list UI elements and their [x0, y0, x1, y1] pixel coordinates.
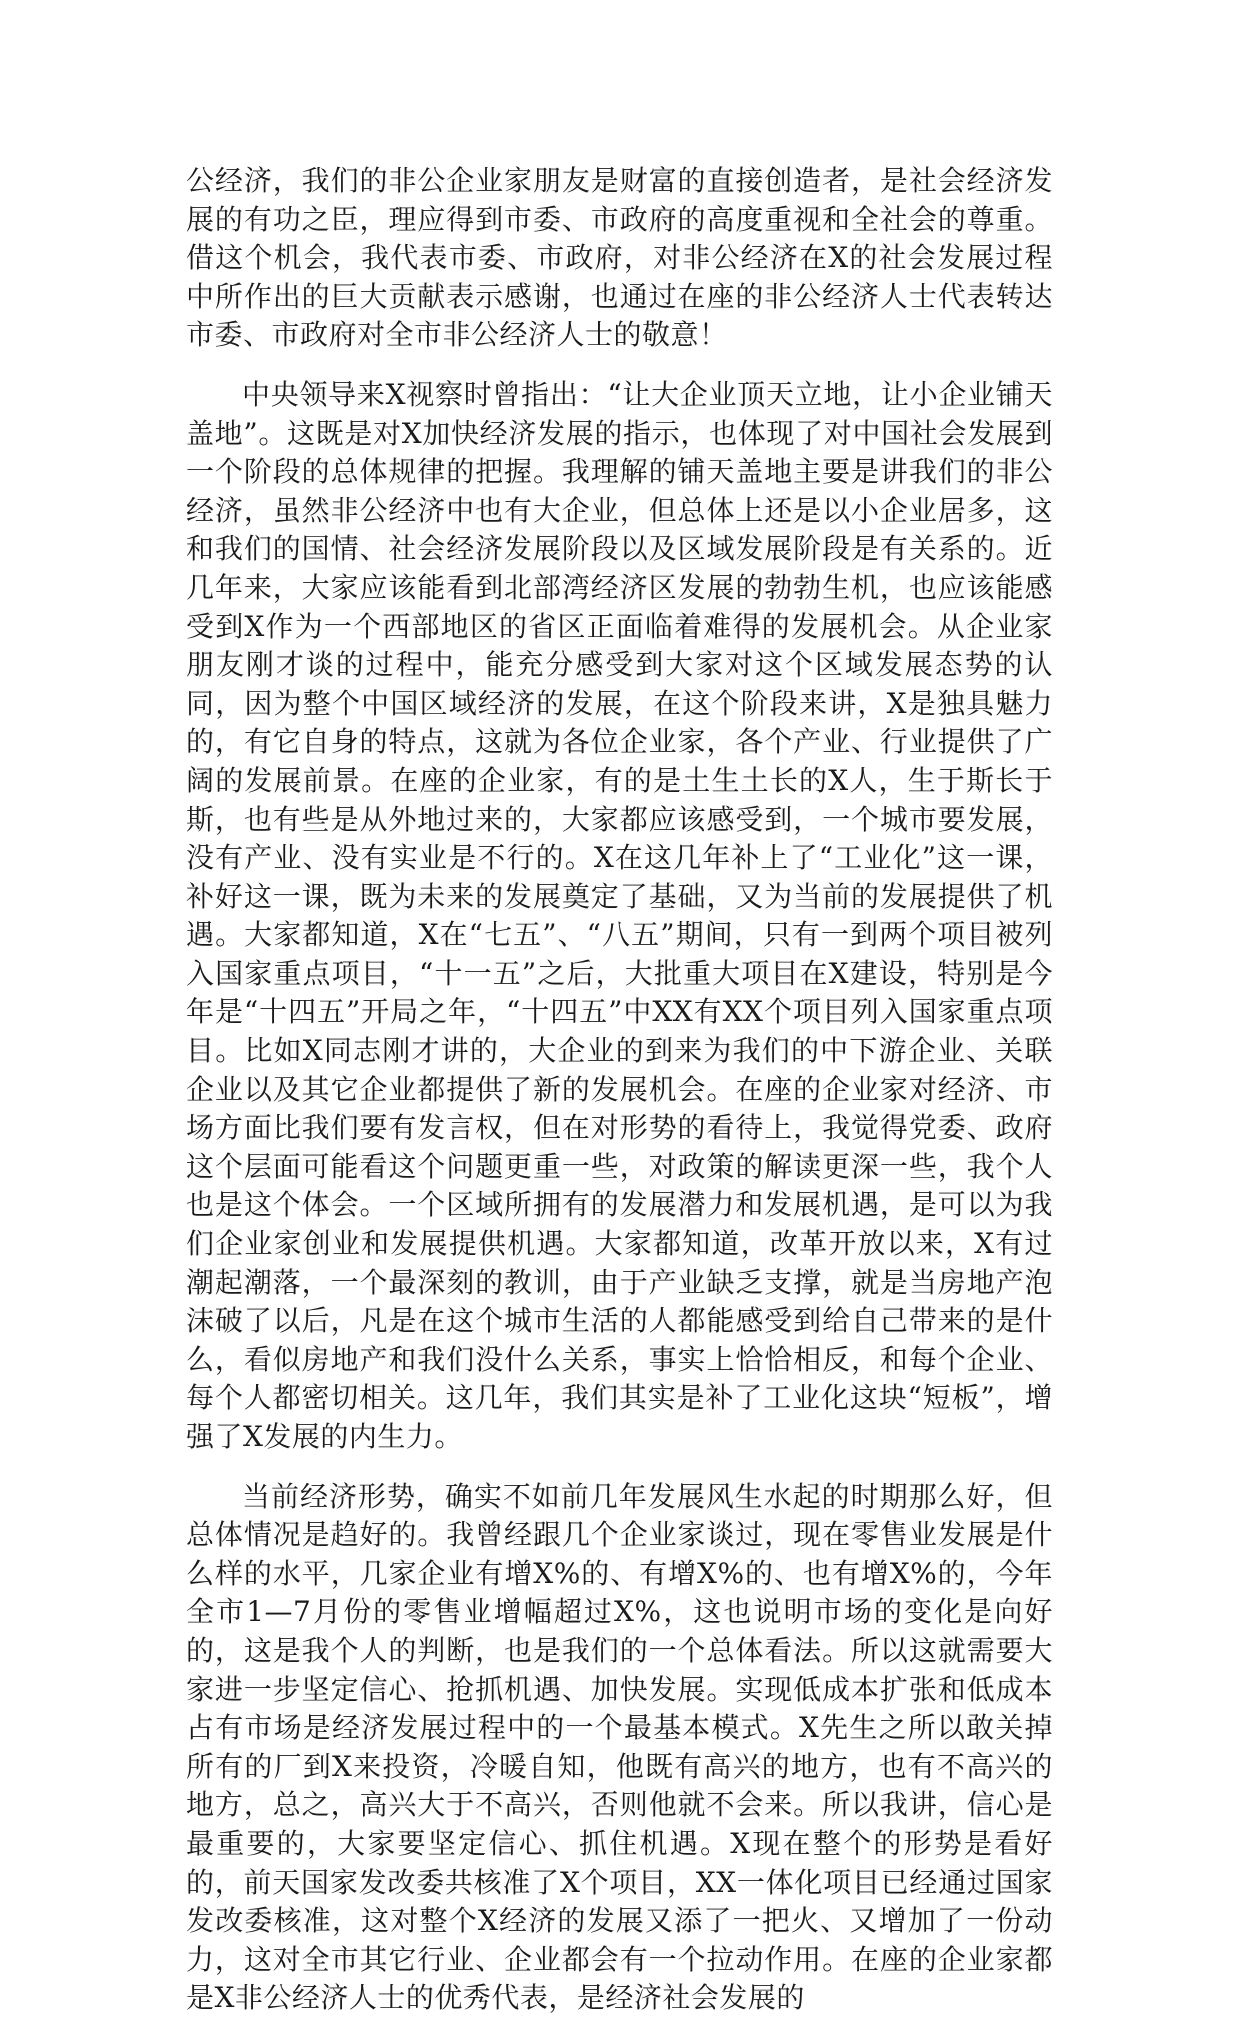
document-body: [186, 162, 1053, 2018]
paragraph-3: 当前经济形势，确实不如前几年发展风生水起的时期那么好，但总体情况是趋好的。我曾经跟几个企业家谈过，现在零售业发展是什么样的水平，几家企业有增X%的、有增X%的、也有增X%的，今年全市1—7月份的零售业增幅超过X%，这也说明市场的变化是向好的，这是我个人的判断，也是我们的一个总体看法。所以这就需要大家进一步坚定信心、抢抓机遇、加快发展。实现低成本扩张和低成本占有市场是经济发展过程中的一个最基本模式。X先生之所以敢关掉所有的厂到X来投资，冷暖自知，他既有高兴的地方，也有不高兴的地方，总之，高兴大于不高兴，否则他就不会来。所以我讲，信心是最重要的，大家要坚定信心、抓住机遇。X现在整个的形势是看好的，前天国家发改委共核准了X个项目，XX一体化项目已经通过国家发改委核准，这对整个X经济的发展又添了一把火、又增加了一份动力，这对全市其它行业、企业都会有一个拉动作用。在座的企业家都是X非公经济人士的优秀代表，是经济社会发展的: [186, 1479, 1053, 2015]
paragraph-2: 中央领导来X视察时曾指出：“让大企业顶天立地，让小企业铺天盖地”。这既是对X加快经济发展的指示，也体现了对中国社会发展到一个阶段的总体规律的把握。我理解的铺天盖地主要是讲我们的非公经济，虽然非公经济中也有大企业，但总体上还是以小企业居多，这和我们的国情、社会经济发展阶段以及区域发展阶段是有关系的。近几年来，大家应该能看到北部湾经济区发展的勃勃生机，也应该能感受到X作为一个西部地区的省区正面临着难得的发展机会。从企业家朋友刚才谈的过程中，能充分感受到大家对这个区域发展态势的认同，因为整个中国区域经济的发展，在这个阶段来讲，X是独具魅力的，有它自身的特点，这就为各位企业家，各个产业、行业提供了广阔的发展前景。在座的企业家，有的是土生土长的X人，生于斯长于斯，也有些是从外地过来的，大家都应该感受到，一个城市要发展，没有产业、没有实业是不行的。X在这几年补上了“工业化”这一课，补好这一课，既为未来的发展奠定了基础，又为当前的发展提供了机遇。大家都知道，X在“七五”、“八五”期间，只有一到两个项目被列入国家重点项目，“十一五”之后，大批重大项目在X建设，特别是今年是“十四五”开局之年，“十四五”中XX有XX个项目列入国家重点项目。比如X同志刚才讲的，大企业的到来为我们的中下游企业、关联企业以及其它企业都提供了新的发展机会。在座的企业家对经济、市场方面比我们要有发言权，但在对形势的看待上，我觉得党委、政府这个层面可能看这个问题更重一些，对政策的解读更深一些，我个人也是这个体会。一个区域所拥有的发展潜力和发展机遇，是可以为我们企业家创业和发展提供机遇。大家都知道，改革开放以来，X有过潮起潮落，一个最深刻的教训，由于产业缺乏支撑，就是当房地产泡沫破了以后，凡是在这个城市生活的人都能感受到给自己带来的是什么，看似房地产和我们没什么关系，事实上恰恰相反，和每个企业、每个人都密切相关。这几年，我们其实是补了工业化这块“短板”，增强了X发展的内生力。: [186, 377, 1053, 1453]
paragraph-1: 公经济，我们的非公企业家朋友是财富的直接创造者，是社会经济发展的有功之臣，理应得到市委、市政府的高度重视和全社会的尊重。借这个机会，我代表市委、市政府，对非公经济在X的社会发展过程中所作出的巨大贡献表示感谢，也通过在座的非公经济人士代表转达市委、市政府对全市非公经济人士的敬意！: [186, 164, 1053, 352]
